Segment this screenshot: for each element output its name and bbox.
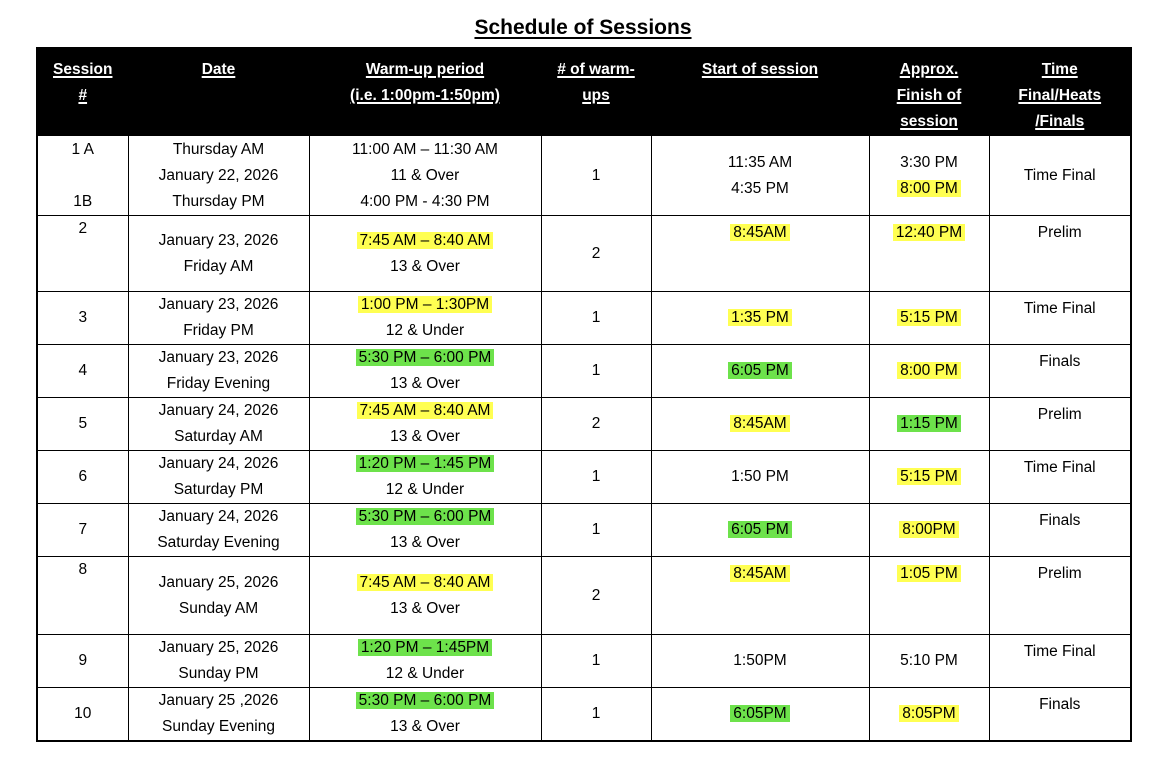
cell-start: 1:50PM (651, 635, 869, 688)
column-header-finish: Approx. Finish of session (869, 48, 989, 136)
cell-finish (869, 345, 989, 398)
cell-session: 7 (37, 504, 128, 557)
cell-finish (869, 216, 989, 292)
highlighted-time: 8:00 PM (897, 180, 961, 197)
cell-type: Prelim (989, 557, 1131, 635)
highlighted-time: 12:40 PM (893, 224, 965, 241)
cell-warmup: 5:30 PM – 6:00 PM 13 & Over (309, 688, 541, 742)
cell-finish (869, 292, 989, 345)
cell-session: 4 (37, 345, 128, 398)
cell-count: 2 (541, 557, 651, 635)
highlighted-time: 8:45AM (730, 415, 789, 432)
cell-count: 1 (541, 504, 651, 557)
cell-finish (869, 398, 989, 451)
cell-warmup: 1:20 PM – 1:45 PM 12 & Under (309, 451, 541, 504)
cell-type: Finals (989, 345, 1131, 398)
cell-date: January 24, 2026 Saturday AM (128, 398, 309, 451)
cell-warmup: 11:00 AM – 11:30 AM 11 & Over 4:00 PM - 4:30 PM (309, 136, 541, 216)
highlighted-time: 8:00 PM (897, 362, 961, 379)
table-row (37, 688, 1131, 742)
cell-finish (869, 557, 989, 635)
cell-date: January 25 ,2026 Sunday Evening (128, 688, 309, 742)
highlighted-time: 5:30 PM – 6:00 PM (356, 349, 495, 366)
highlighted-time: 1:15 PM (897, 415, 961, 432)
table-row (37, 504, 1131, 557)
cell-finish (869, 451, 989, 504)
table-row (37, 635, 1131, 688)
highlighted-time: 6:05PM (730, 705, 789, 722)
highlighted-time: 1:20 PM – 1:45PM (358, 639, 492, 656)
cell-date: January 25, 2026 Sunday PM (128, 635, 309, 688)
cell-start (651, 688, 869, 742)
cell-start (651, 398, 869, 451)
page-title: Schedule of Sessions (474, 16, 692, 39)
table-row (37, 136, 1131, 216)
cell-date: January 23, 2026 Friday PM (128, 292, 309, 345)
column-header-type: Time Final/Heats /Finals (989, 48, 1131, 136)
cell-date: January 24, 2026 Saturday Evening (128, 504, 309, 557)
header-row (37, 48, 1131, 136)
cell-type: Prelim (989, 398, 1131, 451)
cell-warmup: 1:00 PM – 1:30PM 12 & Under (309, 292, 541, 345)
cell-count: 1 (541, 136, 651, 216)
cell-session: 1 A 1B (37, 136, 128, 216)
cell-start (651, 345, 869, 398)
cell-finish: 5:10 PM (869, 635, 989, 688)
cell-count: 1 (541, 688, 651, 742)
cell-type: Finals (989, 504, 1131, 557)
highlighted-time: 5:30 PM – 6:00 PM (356, 692, 495, 709)
cell-warmup: 5:30 PM – 6:00 PM 13 & Over (309, 345, 541, 398)
highlighted-time: 7:45 AM – 8:40 AM (357, 402, 494, 419)
column-header-date: Date (128, 48, 309, 136)
table-row (37, 216, 1131, 292)
cell-count: 1 (541, 345, 651, 398)
cell-session: 5 (37, 398, 128, 451)
cell-finish: 3:30 PM 8:00 PM (869, 136, 989, 216)
highlighted-time: 6:05 PM (728, 362, 792, 379)
table-header (37, 48, 1131, 136)
cell-warmup: 1:20 PM – 1:45PM 12 & Under (309, 635, 541, 688)
table-row (37, 398, 1131, 451)
schedule-table (36, 47, 1132, 742)
cell-type: Time Final (989, 635, 1131, 688)
cell-type: Time Final (989, 451, 1131, 504)
cell-start: 11:35 AM 4:35 PM (651, 136, 869, 216)
cell-session: 8 (37, 557, 128, 635)
highlighted-time: 5:15 PM (897, 468, 961, 485)
cell-type: Finals (989, 688, 1131, 742)
cell-count: 2 (541, 216, 651, 292)
column-header-count: # of warm- ups (541, 48, 651, 136)
cell-warmup: 7:45 AM – 8:40 AM 13 & Over (309, 216, 541, 292)
highlighted-time: 5:15 PM (897, 309, 961, 326)
table-row (37, 557, 1131, 635)
cell-date: January 23, 2026 Friday AM (128, 216, 309, 292)
table-row (37, 451, 1131, 504)
highlighted-time: 1:00 PM – 1:30PM (358, 296, 492, 313)
cell-session: 6 (37, 451, 128, 504)
cell-start (651, 557, 869, 635)
cell-session: 9 (37, 635, 128, 688)
cell-date: January 25, 2026 Sunday AM (128, 557, 309, 635)
cell-start (651, 216, 869, 292)
highlighted-time: 1:20 PM – 1:45 PM (356, 455, 495, 472)
highlighted-time: 1:35 PM (728, 309, 792, 326)
column-header-start: Start of session (651, 48, 869, 136)
cell-warmup: 5:30 PM – 6:00 PM 13 & Over (309, 504, 541, 557)
cell-count: 1 (541, 635, 651, 688)
cell-finish (869, 688, 989, 742)
schedule-table-body (37, 136, 1131, 742)
cell-start: 1:50 PM (651, 451, 869, 504)
table-row (37, 345, 1131, 398)
cell-count: 1 (541, 292, 651, 345)
cell-finish (869, 504, 989, 557)
column-header-warmup: Warm-up period (i.e. 1:00pm-1:50pm) (309, 48, 541, 136)
cell-date: January 23, 2026 Friday Evening (128, 345, 309, 398)
highlighted-time: 8:45AM (730, 565, 789, 582)
cell-warmup: 7:45 AM – 8:40 AM 13 & Over (309, 557, 541, 635)
highlighted-time: 5:30 PM – 6:00 PM (356, 508, 495, 525)
cell-session: 10 (37, 688, 128, 742)
cell-date: Thursday AM January 22, 2026 Thursday PM (128, 136, 309, 216)
highlighted-time: 7:45 AM – 8:40 AM (357, 574, 494, 591)
table-row (37, 292, 1131, 345)
highlighted-time: 1:05 PM (897, 565, 961, 582)
highlighted-time: 6:05 PM (728, 521, 792, 538)
cell-start (651, 504, 869, 557)
cell-count: 1 (541, 451, 651, 504)
cell-start (651, 292, 869, 345)
highlighted-time: 8:00PM (899, 521, 958, 538)
cell-session: 3 (37, 292, 128, 345)
highlighted-time: 8:05PM (899, 705, 958, 722)
cell-warmup: 7:45 AM – 8:40 AM 13 & Over (309, 398, 541, 451)
cell-session: 2 (37, 216, 128, 292)
highlighted-time: 8:45AM (730, 224, 789, 241)
cell-type: Prelim (989, 216, 1131, 292)
column-header-session: Session # (37, 48, 128, 136)
cell-type: Time Final (989, 136, 1131, 216)
cell-type: Time Final (989, 292, 1131, 345)
cell-count: 2 (541, 398, 651, 451)
highlighted-time: 7:45 AM – 8:40 AM (357, 232, 494, 249)
cell-date: January 24, 2026 Saturday PM (128, 451, 309, 504)
